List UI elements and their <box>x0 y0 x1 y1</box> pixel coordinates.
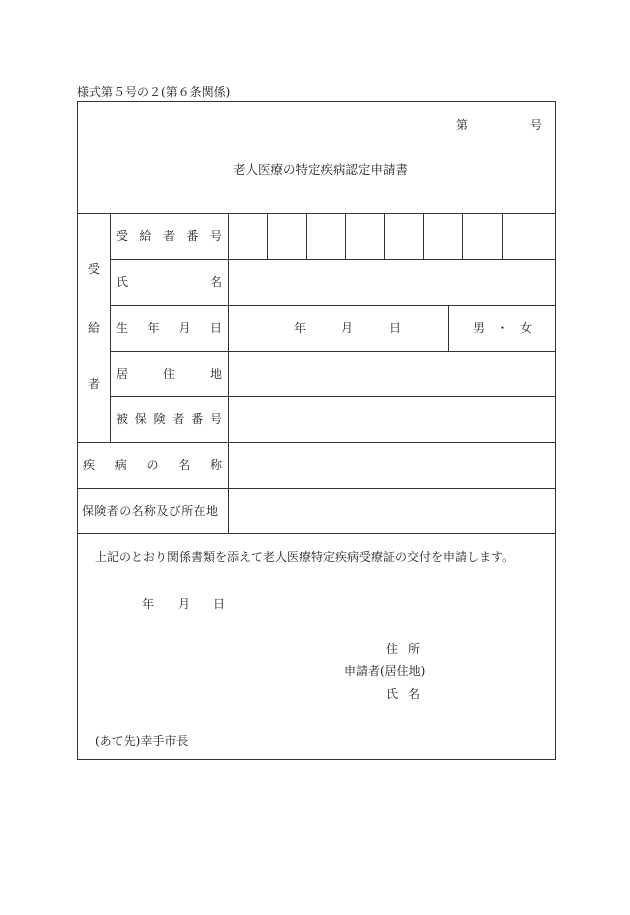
applicant-label: 申請者(居住地) <box>344 664 426 678</box>
label-char: 名 <box>407 687 420 701</box>
label-char: 名 <box>178 458 191 472</box>
label-char: 地 <box>209 367 222 381</box>
statement-text: 上記のとおり関係書類を添えて老人医療特定疾病受療証の交付を申請します。 <box>95 550 515 564</box>
date-year-label: 年 <box>142 597 155 611</box>
recipient-number-box-5[interactable] <box>385 214 424 260</box>
disease-name-field[interactable] <box>229 443 555 488</box>
label-char: 病 <box>114 458 127 472</box>
form-number: 様式第５号の２(第６条関係) <box>77 85 231 99</box>
label-char: 被 <box>116 412 129 426</box>
label-char: 所 <box>407 642 420 656</box>
group-label-char: 受 <box>87 262 100 276</box>
recipient-number-box-4[interactable] <box>346 214 385 260</box>
birth-year-label: 年 <box>294 321 307 335</box>
recipient-number-box-6[interactable] <box>424 214 463 260</box>
recipient-number-box-1[interactable] <box>228 214 268 260</box>
disease-name-label <box>83 459 222 471</box>
label-char: の <box>146 458 159 472</box>
label-char: 居 <box>116 367 129 381</box>
label-char: 給 <box>139 229 152 243</box>
label-char: 疾 <box>83 458 96 472</box>
divider-group-col <box>110 213 111 442</box>
form-title: 老人医療の特定疾病認定申請書 <box>233 162 409 177</box>
label-char: 者 <box>172 412 185 426</box>
label-char: 名 <box>209 275 222 289</box>
applicant-address-label <box>386 643 420 655</box>
recipient-number-box-3[interactable] <box>307 214 346 260</box>
name-field[interactable] <box>229 260 555 305</box>
insurer-label: 保険者の名称及び所在地 <box>82 504 219 518</box>
sex-options[interactable] <box>473 322 532 334</box>
address-field[interactable] <box>229 352 555 396</box>
label-char: 番 <box>186 229 199 243</box>
group-label-char: 給 <box>87 321 100 335</box>
birth-month-label: 月 <box>341 321 354 335</box>
date-month-label: 月 <box>178 597 191 611</box>
label-char: 年 <box>147 321 160 335</box>
sex-option-male[interactable]: 男 <box>473 321 486 335</box>
label-char: 受 <box>116 229 129 243</box>
label-char: 保 <box>134 412 147 426</box>
label-char: 号 <box>209 229 222 243</box>
name-label <box>116 276 222 288</box>
label-char: 住 <box>386 642 399 656</box>
insurer-field[interactable] <box>229 489 555 533</box>
label-char: 号 <box>209 412 222 426</box>
number-suffix: 号 <box>530 118 543 132</box>
date-day-label: 日 <box>213 597 226 611</box>
label-char: 住 <box>162 367 175 381</box>
sex-separator: ・ <box>496 321 509 335</box>
birth-day-label: 日 <box>389 321 402 335</box>
insured-number-field[interactable] <box>229 397 555 442</box>
recipient-number-box-7[interactable] <box>463 214 503 260</box>
applicant-name-label <box>386 688 420 700</box>
divider-sex-col <box>448 305 449 351</box>
divider-row2 <box>110 305 556 306</box>
label-char: 生 <box>116 321 129 335</box>
label-char: 日 <box>209 321 222 335</box>
group-label-char: 者 <box>87 377 100 391</box>
divider-row7 <box>77 533 556 534</box>
label-char: 番 <box>191 412 204 426</box>
birthdate-label <box>116 322 222 334</box>
label-char: 者 <box>162 229 175 243</box>
label-char: 氏 <box>116 275 129 289</box>
number-prefix: 第 <box>456 118 469 132</box>
label-char: 氏 <box>386 687 399 701</box>
insured-number-label <box>116 413 222 425</box>
addressee: (あて先)幸手市長 <box>95 734 189 748</box>
label-char: 称 <box>209 458 222 472</box>
sex-option-female[interactable]: 女 <box>519 321 532 335</box>
label-char: 月 <box>178 321 191 335</box>
address-label <box>116 368 222 380</box>
recipient-number-label <box>116 230 222 242</box>
recipient-number-box-2[interactable] <box>268 214 307 260</box>
label-char: 険 <box>153 412 166 426</box>
